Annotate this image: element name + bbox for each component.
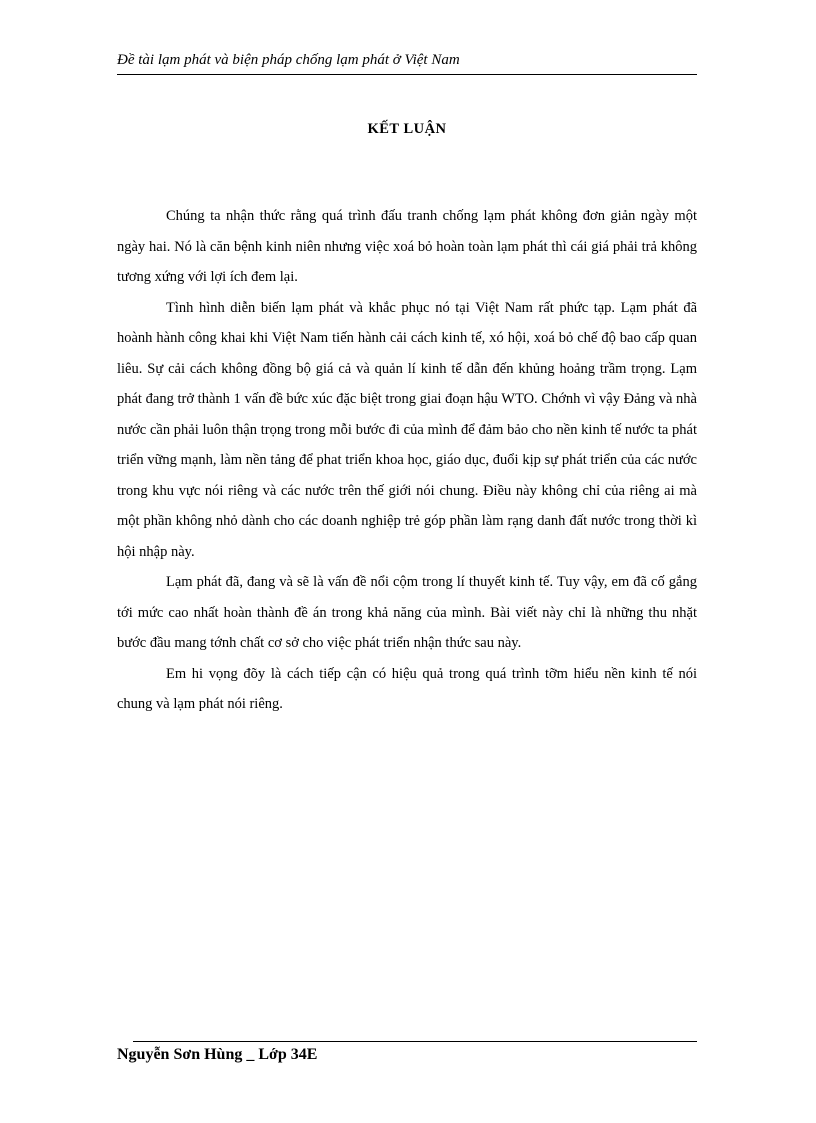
document-body — [117, 201, 697, 720]
paragraph: Chúng ta nhận thức rằng quá trình đấu tranh chống lạm phát không đơn giản ngày một ngày hai. Nó là căn bệnh kinh niên nhưng việc xoá bỏ hoàn toàn lạm phát thì cái giá phải trả không tương xứng với lợi ích đem lại. — [117, 208, 697, 285]
paragraph: Tình hình diễn biến lạm phát và khắc phục nó tại Việt Nam rất phức tạp. Lạm phát đã hoành hành công khai khi Việt Nam tiến hành cải cách kinh tế, xó hội, xoá bỏ chế độ bao cấp quan liêu. Sự cải cách không đồng bộ giá cả và quản lí kinh tế dẫn đến khủng hoảng trầm trọng. Lạm phát đang trở thành 1 vấn đề bức xúc đặc biệt trong giai đoạn hậu WTO. Chớnh vì vậy Đảng và nhà nước cần phải luôn thận trọng trong mỗi bước đi của mình để đảm bảo cho nền kinh tế nước ta phát triển vững mạnh, làm nền tảng để phat triển khoa học, giáo dục, đuổi kịp sự phát triển của các nước trong khu vực nói riêng và các nước trên thế giới nói chung. Điều này không chỉ của riêng ai mà một phần không nhỏ dành cho các doanh nghiệp trẻ góp phần làm rạng danh đất nước trong thời kì hội nhập này. — [117, 299, 697, 560]
page-header — [117, 50, 697, 75]
footer-divider — [133, 1041, 697, 1042]
header-title: Đề tài lạm phát và biện pháp chống lạm phát ở Việt Nam — [117, 52, 460, 68]
footer-author: Nguyễn Sơn Hùng _ Lớp 34E — [117, 1046, 318, 1063]
paragraph: Em hi vọng đõy là cách tiếp cận có hiệu quả trong quá trình tỡm hiểu nền kinh tế nói chung và lạm phát nói riêng. — [117, 665, 697, 712]
paragraph: Lạm phát đã, đang và sẽ là vấn đề nổi cộm trong lí thuyết kinh tế. Tuy vậy, em đã cố gắng tới mức cao nhất hoàn thành đề án trong khả năng của mình. Bài viết này chỉ là những thu nhặt bước đầu mang tớnh chất cơ sở cho việc phát triển nhận thức sau này. — [117, 574, 697, 651]
page-title: KẾT LUẬN — [367, 121, 447, 137]
